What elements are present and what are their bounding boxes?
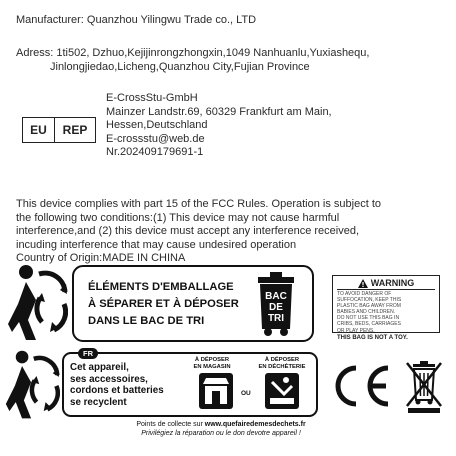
country-of-origin: Country of Origin:MADE IN CHINA (16, 252, 186, 264)
fcc-statement (16, 198, 456, 266)
warning-line: CRIBS, BEDS, CARRIAGES (337, 321, 401, 328)
warning-body (337, 291, 435, 334)
warning-title: WARNING (370, 278, 415, 288)
recycle-line: cordons et batteries (70, 385, 164, 397)
collection-url[interactable]: www.quefairedemesdechets.fr (204, 421, 306, 428)
eu-rep-line: E-crossstu@web.de (106, 132, 205, 145)
or-label: OU (241, 390, 251, 397)
warning-triangle-icon (358, 279, 368, 288)
recycle-line: se recyclent (70, 396, 127, 408)
sorting-line: À SÉPARER ET À DÉPOSER (88, 298, 239, 310)
bin-label: DE (269, 302, 283, 313)
warning-line: BABIES AND CHILDREN. (337, 309, 396, 316)
warning-line: PLASTIC BAG AWAY FROM (337, 303, 401, 310)
bin-label: BAC (265, 291, 287, 302)
bin-label: TRI (267, 313, 285, 324)
recycle-line: ses accessoires, (70, 373, 148, 385)
warning-line: DO NOT USE THIS BAG IN (337, 315, 400, 322)
recycle-line: Cet appareil, (70, 362, 129, 373)
fcc-line: This device complies with part 15 of the FCC Rules. Operation is subject to (16, 198, 381, 210)
sorting-line: ÉLÉMENTS D'EMBALLAGE (88, 281, 234, 293)
repair-notice: Privilégiez la réparation ou le don devotre appareil ! (141, 430, 301, 437)
store-dropoff-heading (182, 357, 242, 370)
warning-header (337, 278, 435, 290)
fcc-line: the following two conditions:(1) This device may not cause harmful (16, 211, 340, 224)
store-heading-line: À DÉPOSER (194, 357, 230, 363)
eu-rep-line: Hessen,Deutschland (106, 119, 208, 131)
recycling-bin-icon (256, 271, 296, 337)
warning-label (332, 275, 440, 341)
sorting-instructions (88, 279, 239, 330)
fr-badge: FR (78, 348, 98, 359)
warning-line: SUFFOCATION, KEEP THIS (337, 297, 402, 304)
rep-label: REP (62, 123, 88, 137)
dump-heading-line: EN DÉCHÈTERIE (258, 363, 306, 370)
sorting-line: DANS LE BAC DE TRI (88, 315, 205, 327)
fcc-line: interference,and (2) this device must accept any interference received, (16, 225, 360, 237)
warning-not-a-toy: THIS BAG IS NOT A TOY. (337, 334, 408, 341)
sorting-info-card (72, 265, 314, 342)
collection-footer (96, 420, 346, 438)
eu-rep-line: E-CrossStu-GmbH (106, 92, 198, 104)
eu-rep-block (106, 92, 332, 160)
address-line-2: Jinlongjiedao,Licheng,Quanzhou City,Fujian Province (50, 61, 310, 73)
triman-recycle-icon (6, 262, 68, 344)
dump-heading-line: À DÉPOSER (264, 357, 300, 363)
eu-rep-line: Mainzer Landstr.69, 60329 Frankfurt am Main, (106, 105, 332, 118)
triman-recycle-icon (4, 348, 60, 422)
address-line-1: Adress: 1ti502, Dzhuo,Kejijinrongzhongxin,1049 Nanhuanlu,Yuxiashequ, (16, 47, 370, 59)
warning-line: TO AVOID DANGER OF (337, 291, 392, 297)
electronics-recycling-card (62, 349, 318, 417)
ce-mark-icon (330, 364, 394, 408)
store-heading-line: EN MAGASIN (193, 363, 231, 370)
weee-crossed-bin-icon (404, 360, 444, 414)
manufacturer-text: Manufacturer: Quanzhou Yilingwu Trade co., LTD (16, 14, 257, 26)
eu-rep-badge (22, 117, 96, 143)
store-icon (198, 372, 234, 410)
warning-line: OR PLAY PENS. (337, 327, 375, 334)
footer-prefix: Points de collecte sur (136, 421, 205, 428)
dump-site-icon (264, 372, 300, 410)
fcc-line: incuding interference that may cause undesired operation (16, 238, 297, 251)
eu-label: EU (23, 118, 55, 142)
recycle-device-text (70, 362, 164, 408)
dump-dropoff-heading (250, 357, 314, 370)
eu-rep-line: Nr.202409179691-1 (106, 146, 204, 158)
